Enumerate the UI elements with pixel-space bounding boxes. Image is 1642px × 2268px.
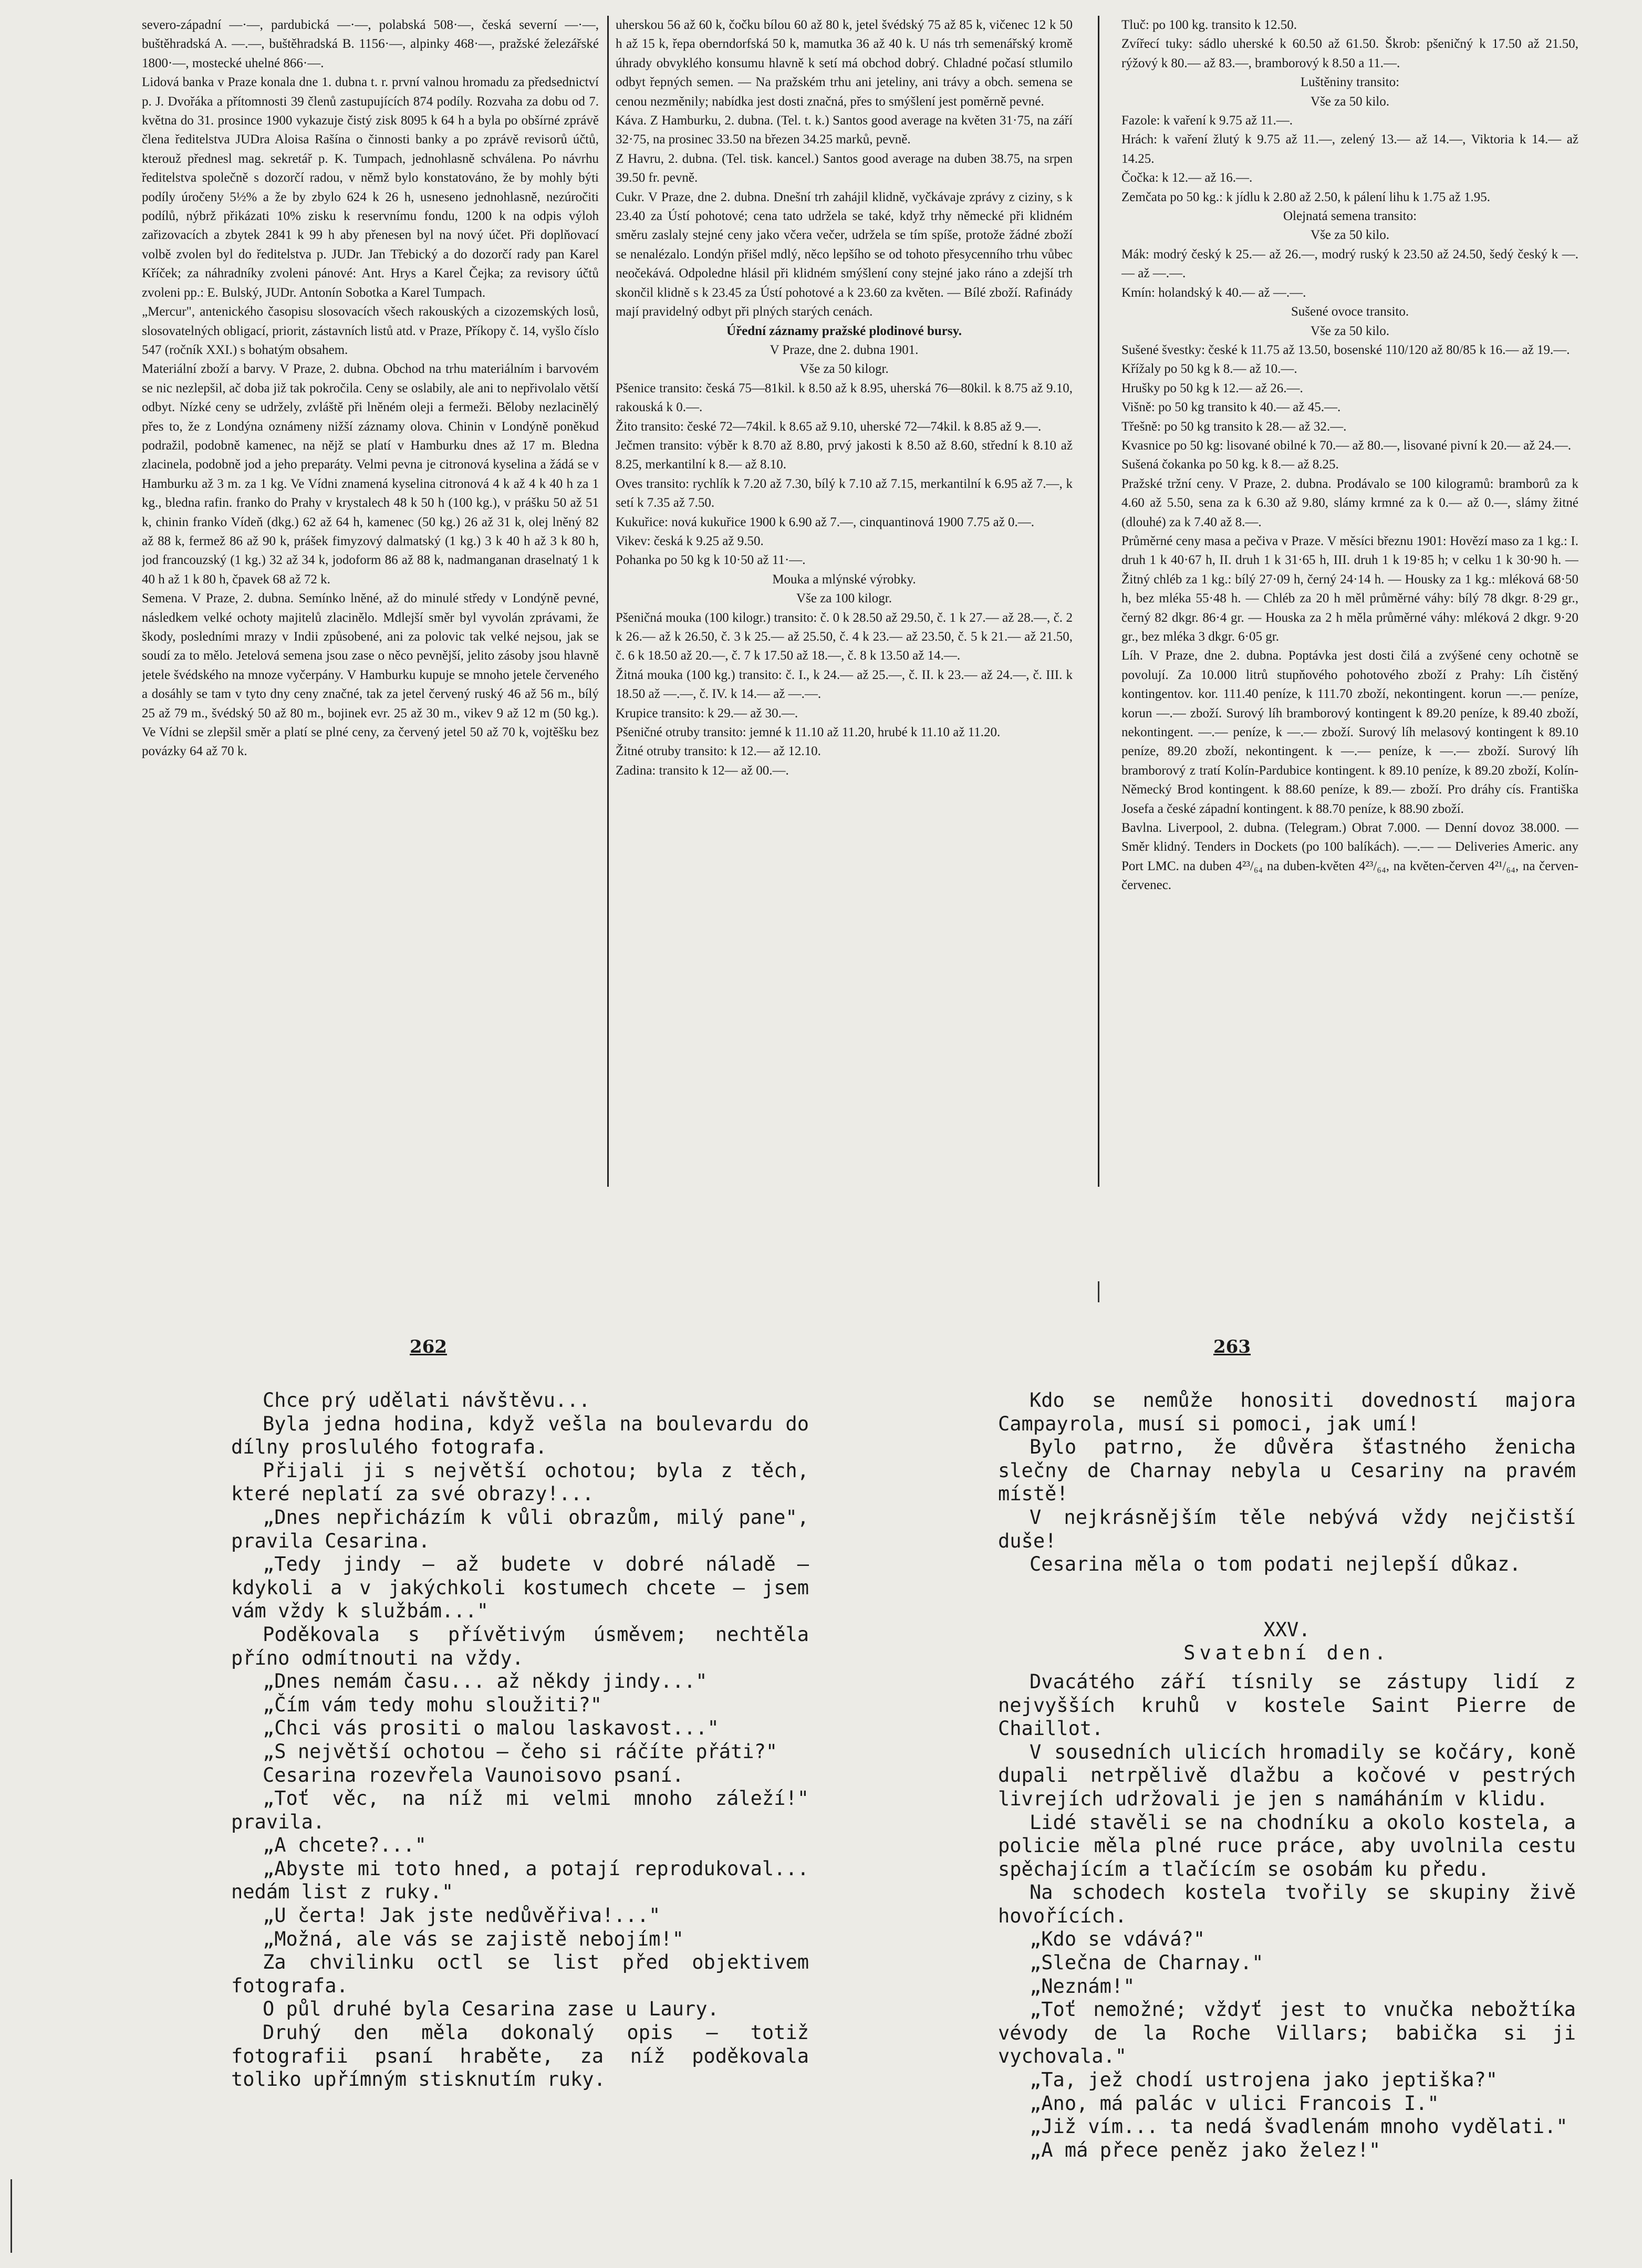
article-paragraph: V Praze, dne 2. dubna 1901. [770, 342, 919, 357]
novel-paragraph: „S největší ochotou — čeho si ráčíte přáti?" [263, 1740, 778, 1763]
novel-paragraph: Dvacátého září tísnily se zástupy lidí z nejvyšších kruhů v kostele Saint Pierre de Chaillot. [998, 1670, 1576, 1740]
article-paragraph: Žitná mouka (100 kg.) transito: č. I., k 24.— až 25.—, č. II. k 23.— až 24.—, č. III. k 18.50 až —.—, č. IV. k 14.— až —.—. [616, 667, 1073, 702]
margin-mark [1098, 1281, 1099, 1302]
novel-paragraph: Bylo patrno, že důvěra šťastného ženicha slečny de Charnay nebyla u Cesariny na pravém místě! [998, 1436, 1576, 1506]
article-paragraph: Z Havru, 2. dubna. (Tel. tisk. kancel.) Santos good average na duben 38.75, na srpen 39.50 fr. pevně. [616, 151, 1073, 185]
article-paragraph: Kmín: holandský k 40.— až —.—. [1121, 285, 1306, 300]
novel-paragraph: V sousedních ulicích hromadily se kočáry, koně dupali netrpělivě dlažbu a kočové v pestrých livrejích udržovali je jen s namáháním v klidu. [998, 1740, 1576, 1810]
novel-paragraph: Druhý den měla dokonalý opis — totiž fotografii psaní hraběte, za níž poděkovala toliko upřímným stisknutím ruky. [231, 2021, 809, 2091]
article-paragraph: Mák: modrý český k 25.— až 26.—, modrý ruský k 23.50 až 24.50, šedý český k —.— až —.—. [1121, 247, 1578, 281]
article-paragraph: Tluč: po 100 kg. transito k 12.50. [1121, 18, 1297, 32]
novel-paragraph: „Možná, ale vás se zajistě nebojím!" [263, 1927, 684, 1950]
article-paragraph: Sušené švestky: české k 11.75 až 13.50, bosenské 110/120 až 80/85 k 16.— až 19.—. [1121, 342, 1570, 357]
article-paragraph: Vikev: česká k 9.25 až 9.50. [616, 534, 764, 548]
novel-paragraph: „Abyste mi toto hned, a potají reprodukoval... nedám list z ruky." [231, 1857, 809, 1904]
article-paragraph: uherskou 56 až 60 k, čočku bílou 60 až 80 k, jetel švédský 75 až 85 k, vičenec 12 k 50 h až 15 k, řepa oberndorfská 50 k, mamutka 36 až 40 k. U nás trh semenářský kromě úhrady obvyklého konsumu hlavně k setí má obchod dobrý. Chladné počasí stlumilo odbyt řepných semen. — Na pražském trhu ani jeteliny, ani trávy a obch. semena se cenou nezměnily; nabídka jest dosti značná, přes to smýšlení jest poměrně pevné. [616, 18, 1073, 109]
article-paragraph: Vše za 50 kilogr. [799, 362, 889, 377]
article-paragraph: Pohanka po 50 kg k 10·50 až 11·—. [616, 553, 806, 568]
novel-right-part-b [998, 1670, 1576, 2162]
novel-paragraph: „Toť věc, na níž mi velmi mnoho záleží!" pravila. [231, 1787, 809, 1833]
article-paragraph: Kukuřice: nová kukuřice 1900 k 6.90 až 7.—, cinquantinová 1900 7.75 až 0.—. [616, 515, 1035, 529]
article-paragraph: Vše za 50 kilo. [1311, 94, 1389, 109]
novel-paragraph: „Slečna de Charnay." [1030, 1951, 1264, 1974]
article-paragraph: Mouka a mlýnské výrobky. [772, 572, 916, 587]
novel-paragraph: „Toť nemožné; vždyť jest to vnučka nebožtíka vévody de la Roche Villars; babička si ji vychovala." [998, 1998, 1576, 2068]
novel-paragraph: V nejkrásnějším těle nebývá vždy nejčistší duše! [998, 1506, 1576, 1552]
novel-paragraph: „Čím vám tedy mohu sloužiti?" [263, 1693, 602, 1716]
article-paragraph: Ječmen transito: výběr k 8.70 až 8.80, prvý jakosti k 8.50 až 8.60, střední k 8.10 až 8.25, merkantilní k 8.— až 8.10. [616, 438, 1073, 472]
novel-paragraph: Kdo se nemůže honositi dovedností majora Campayrola, musí si pomoci, jak umí! [998, 1389, 1576, 1435]
novel-paragraph: Byla jedna hodina, když vešla na boulevardu do dílny proslulého fotografa. [231, 1412, 809, 1459]
chapter-title: Svatební den. [1183, 1642, 1390, 1665]
article-paragraph: Olejnatá semena transito: [1283, 209, 1417, 224]
article-paragraph: Oves transito: rychlík k 7.20 až 7.30, bílý k 7.10 až 7.15, merkantilní k 6.95 až 7.—, k setí k 7.35 až 7.50. [616, 476, 1073, 510]
article-paragraph: Pšenice transito: česká 75—81kil. k 8.50 až k 8.95, uherská 76—80kil. k 8.75 až 9.10, rakouská k 0.—. [616, 381, 1073, 415]
novel-paragraph: Chce prý udělati návštěvu... [263, 1389, 590, 1412]
article-paragraph: Sušená čokanka po 50 kg. k 8.— až 8.25. [1121, 457, 1339, 472]
novel-paragraph: „Dnes nepřicházím k vůli obrazům, milý pane", pravila Cesarina. [231, 1506, 809, 1552]
article-paragraph: Kvasnice po 50 kg: lisované obilné k 70.— až 80.—, lisované pivní k 20.— až 24.—. [1121, 438, 1572, 453]
novel-page-right [998, 1389, 1576, 2162]
article-paragraph: Fazole: k vaření k 9.75 až 11.—. [1121, 113, 1293, 128]
article-paragraph: Žitné otruby transito: k 12.— až 12.10. [616, 744, 821, 759]
column-left [142, 16, 599, 1176]
article-paragraph: Zvířecí tuky: sádlo uherské k 60.50 až 61.50. Škrob: pšeničný k 17.50 až 21.50, rýžový k 80.— až 83.—, bramborový k 8.50 a 11.—. [1121, 37, 1578, 70]
article-paragraph: Pšeničné otruby transito: jemné k 11.10 až 11.20, hrubé k 11.10 až 11.20. [616, 725, 1001, 740]
article-paragraph: Lidová banka v Praze konala dne 1. dubna t. r. první valnou hromadu za předsednictví p. J. Dvořáka a přítomnosti 39 členů zastupujících 874 podíly. Rozvaha za dobu od 7. května do 31. prosince 1900 vykazuje čistý zisk 8095 k 64 h a byla po obšírné zprávě člena ředitelstva JUDra Aloisa Rašína o činnosti banky a po zprávě revisorů účtů, kterouž přednesl mag. sekretář p. K. Tumpach, jednohlasně schválena. Po návrhu ředitelstva společně s dozorčí radou, v němž bylo konstatováno, že by mohly býti podíly úročeny 5½% a že by zbylo 624 k 26 h, usneseno jednohlasně, nezúročiti podílů, nýbrž přikázati 10% zisku k reservnímu fondu, 1200 k na odpis výloh zařizovacích a zbytek 2841 k 99 h aby přenesen byl na nový účet. Při doplňovací volbě zvolen byl do ředitelstva p. JUDr. Jan Třebický a do dozorčí rady pan Karel Kříček; za náhradníky zvoleni pánové: Ant. Hrys a Karel Čejka; za revisory účtů zvoleni pp.: E. Bulský, JUDr. Antonín Sobotka a Karel Tumpach. [142, 75, 599, 300]
margin-mark [11, 2179, 12, 2253]
article-paragraph: Semena. V Praze, 2. dubna. Semínko lněné, až do minulé středy v Londýně pevné, následkem velké ochoty majitelů zlacinělo. Mdlejší směr byl vyvolán zprávami, že škody, posledními mrazy v Indii způsobené, ani za polovic tak velké nejsou, jak se soudí za to mělo. Jetelová semena jsou zase o něco pevnější, jelito zásoby jsou hlavně jetele švédského na mnoze vyčerpány. V Hamburku kupuje se mnoho jetele červeného a dosáhly se tam v tyto dny ceny značné, tak za jetel červený ruský 46 až 56 m., bílý 25 až 79 m., švédský 50 až 80 m., bojinek evr. 25 až 30 m., vikev 9 až 12 m (50 kg.). Ve Vídni se zlepšil směr a platí se plné ceny, za červený jetel 50 až 70 k, vojtěšku bez povázky 64 až 70 k. [142, 591, 599, 759]
article-paragraph: Pražské tržní ceny. V Praze, 2. dubna. Prodávalo se 100 kilogramů: bramborů za k 4.60 až 5.50, sena za k 6.30 až 9.80, slámy krmné za k 0.— až 0.—, slámy žitné (dlouhé) za k 7.40 až 8.—. [1121, 476, 1578, 529]
novel-paragraph: Cesarina měla o tom podati nejlepší důkaz. [1030, 1553, 1521, 1576]
article-paragraph: Sušené ovoce transito. [1291, 305, 1409, 319]
article-paragraph: Luštěniny transito: [1300, 75, 1400, 90]
novel-paragraph: „A má přece peněz jako želez!" [1030, 2138, 1381, 2161]
article-paragraph: „Mercur", antenického časopisu slosovacích všech rakouských a cizozemských losů, slosovatelných obligací, priorit, zástavních listů atd. v Praze, Příkopy č. 14, vyšlo číslo 547 (ročník XXI.) s bohatým obsahem. [142, 305, 599, 357]
article-paragraph: Zemčata po 50 kg.: k jídlu k 2.80 až 2.50, k pálení lihu k 1.75 až 1.95. [1121, 190, 1490, 204]
novel-paragraph: „Chci vás prositi o malou laskavost..." [263, 1717, 719, 1740]
article-paragraph: Cukr. V Praze, dne 2. dubna. Dnešní trh zahájil klidně, vyčkávaje zprávy z ciziny, s k 23.40 za Ústí pohotové; cena tato udržela se také, když trhy německé při klidném směru zaslaly stejné ceny jako včera večer, udržela se tím spíše, protože žádné zboží se nenalézalo. Londýn přišel mdlý, něco lepšího se od tohoto přesycenního trhu vůbec neočekává. Odpoledne hlásil při klidném smýšlení cony stejné jako ráno a zdejší trh skončil klidně s k 23.45 za Ústí pohotové a k 23.60 za květen. — Bílé zboží. Rafinády mají pravidelný odbyt při plných starých cenách. [616, 190, 1073, 319]
article-paragraph: Žito transito: české 72—74kil. k 8.65 až 9.10, uherské 72—74kil. k 8.85 až 9.—. [616, 419, 1042, 434]
article-paragraph: Hrušky po 50 kg k 12.— až 26.—. [1121, 381, 1303, 395]
article-paragraph: Líh. V Praze, dne 2. dubna. Poptávka jest dosti čilá a zvýšené ceny ochotně se povolují. Za 10.000 litrů stupňového pohotového zboží z Prahy: Líh čistěný kontingentov. kor. 111.40 peníze, k 111.70 zboží, nekontingent. korun —.— peníze, korun —.— zboží. Surový líh bramborový kontingent k 89.20 peníze, k 89.40 zboží, nekontingent. —.— peníze, k —.— zboží. Surový líh melasový kontingent k 89.10 peníze, 89.20 zboží, nekontingent. k —.— peníze, k —.— zboží. Surový líh bramborový z tratí Kolín-Pardubice kontingent. k 89.10 peníze, k 89.20 zboží, Kolín-Německý Brod kontingent. k 88.60 peníze, k 89.— zboží. Pro dráhy cís. Františka Josefa a české západní kontingent. k 88.70 peníze, k 88.90 zboží. [1121, 649, 1578, 816]
novel-paragraph: Lidé stavěli se na chodníku a okolo kostela, a policie měla plné ruce práce, aby uvolnila cestu spěchajícím a tlačícím se osobám ku předu. [998, 1811, 1576, 1880]
novel-paragraph: „Ta, jež chodí ustrojena jako jeptiška?" [1030, 2068, 1498, 2092]
novel-page-left [231, 1389, 809, 2092]
page-number-right: 263 [1213, 1336, 1251, 1357]
novel-paragraph: „Neznám!" [1030, 1974, 1135, 1998]
article-paragraph: Úřední záznamy pražské plodinové bursy. [726, 323, 962, 338]
novel-right-part-a [998, 1389, 1576, 1576]
novel-paragraph: „U čerta! Jak jste nedůvěřiva!..." [263, 1904, 661, 1927]
novel-paragraph: „A chcete?..." [263, 1834, 427, 1857]
novel-paragraph: Cesarina rozevřela Vaunoisovo psaní. [263, 1763, 684, 1786]
article-paragraph: Káva. Z Hamburku, 2. dubna. (Tel. t. k.) Santos good average na květen 31·75, na září 32·75, na prosinec 33.50 na březen 34.25 marků, pevně. [616, 113, 1073, 147]
article-paragraph: Třešně: po 50 kg transito k 28.— až 32.—. [1121, 419, 1347, 434]
article-paragraph: Krupice transito: k 29.— až 30.—. [616, 706, 798, 720]
article-paragraph: Hrách: k vaření žlutý k 9.75 až 11.—, zelený 13.— až 14.—, Viktoria k 14.— až 14.25. [1121, 132, 1578, 166]
article-paragraph: Vše za 50 kilo. [1311, 323, 1389, 338]
novel-paragraph: „Ano, má palác v ulici Francois I." [1030, 2092, 1439, 2115]
novel-paragraph: Poděkovala s přívětivým úsměvem; nechtěla příno odmítnouti na vždy. [231, 1623, 809, 1669]
column-rule [607, 16, 609, 1187]
article-paragraph: Křížaly po 50 kg k 8.— až 10.—. [1121, 362, 1297, 377]
novel-paragraph: O půl druhé byla Cesarina zase u Laury. [263, 1998, 719, 2021]
novel-paragraph: „Již vím... ta nedá švadlenám mnoho vydělati." [1030, 2115, 1568, 2138]
article-paragraph: Vše za 50 kilo. [1311, 228, 1389, 243]
article-paragraph: Višně: po 50 kg transito k 40.— až 45.—. [1121, 400, 1341, 415]
novel-paragraph: Na schodech kostela tvořily se skupiny živě hovořících. [998, 1881, 1576, 1927]
column-right [1121, 16, 1578, 1176]
novel-paragraph: Za chvilinku octl se list před objektivem fotografa. [231, 1951, 809, 1997]
article-paragraph: Bavlna. Liverpool, 2. dubna. (Telegram.) Obrat 7.000. — Denní dovoz 38.000. — Směr klidný. Tenders in Dockets (po 100 balíkách). —.— — Deliveries Americ. any Port LMC. na duben 4²³/₆₄ na duben-květen 4²³/₆₄, na květen-červen 4²¹/₆₄, na červen-červenec. [1121, 821, 1578, 893]
article-paragraph: Čočka: k 12.— až 16.—. [1121, 171, 1253, 185]
article-paragraph: Vše za 100 kilogr. [796, 591, 892, 606]
chapter-number: XXV. [1263, 1618, 1311, 1641]
article-paragraph: Materiální zboží a barvy. V Praze, 2. dubna. Obchod na trhu materiálním i barvovém se nic nezlepšil, ač doba již tak pokročila. Ceny se oslabily, ale ani to nepřivolalo větší odbyt. Nízké ceny se udržely, zvláště při lněném oleji a fermeži. Běloby nezlacinělý přes to, že z Londýna oznámeny nižší záznamy olova. Chinin v Londýně poněkud podražil, podobně kamenec, na nějž se platí v Hamburku dnes až 17 m. Bledna zlacinela, podobně jod a jeho preparáty. Velmi pevna je citronová kyselina a žádá se v Hamburku až 3 m. za 1 kg. Ve Vídni znamená kyselina citronová 4 k až 4 k 40 h za 1 kg., bledna rafin. franko do Prahy v krystalech 48 k 50 h (100 kg.), v prášku 50 až 51 k, chinin franko Vídeň (dkg.) 62 až 64 h, kamenec (50 kg.) 26 až 31 k, olej lněný 82 až 88 k, fermež 86 až 90 k, prášek fimyzový dalmatský (1 kg.) 3 k 40 h až 3 k 80 h, jod francouzský (1 kg.) 32 až 34 k, jodoform 86 až 88 k, nadmanganan draselnatý 1 k 40 h až 1 k 80 h, čpavek 68 až 72 k. [142, 362, 599, 587]
article-paragraph: Zadina: transito k 12— až 00.—. [616, 763, 789, 778]
article-paragraph: severo-západní —·—, pardubická —·—, polabská 508·—, česká severní —·—, buštěhradská A. —.—, buštěhradská B. 1156·—, alpinky 468·—, pražské železářské 1800·—, mostecké uhelné 866·—. [142, 18, 599, 70]
novel-paragraph: „Tedy jindy — až budete v dobré náladě — kdykoli a v jakýchkoli kostumech chcete — jsem vám vždy k službám..." [231, 1553, 809, 1623]
novel-paragraph: Přijali ji s největší ochotou; byla z těch, které neplatí za své obrazy!... [231, 1459, 809, 1506]
novel-paragraph: „Kdo se vdává?" [1030, 1928, 1205, 1951]
article-paragraph: Pšeničná mouka (100 kilogr.) transito: č. 0 k 28.50 až 29.50, č. 1 k 27.— až 28.—, č. 2 k 26.— až k 26.50, č. 3 k 25.— až 25.50, č. 4 k 23.— až 23.50, č. 5 k 21.— až 21.50, č. 6 k 18.50 až 20.—, č. 7 k 17.50 až 18.—, č. 8 k 13.50 až 14.—. [616, 610, 1073, 663]
column-middle [616, 16, 1073, 1176]
column-rule [1098, 16, 1099, 1187]
article-paragraph: Průměrné ceny masa a pečiva v Praze. V měsíci březnu 1901: Hovězí maso za 1 kg.: I. druh 1 k 40·67 h, II. druh 1 k 31·65 h, III. druh 1 k 19·85 h; v celku 1 k 30·90 h. — Žitný chléb za 1 kg.: bílý 27·09 h, černý 24·14 h. — Housky za 1 kg.: mléková 68·50 h, bez mléka 55·48 h. — Chléb za 20 h měl průměrné váhy: bílý 78 dkgr. 8·29 gr., černý 82 dkgr. 86·4 gr. — Houska za 2 h měla průměrné váhy: mléková 2 dkgr. 9·20 gr., bez mléka 3 dkgr. 6·05 gr. [1121, 534, 1578, 644]
novel-paragraph: „Dnes nemám času... až někdy jindy..." [263, 1670, 708, 1693]
page-number-left: 262 [410, 1336, 447, 1357]
